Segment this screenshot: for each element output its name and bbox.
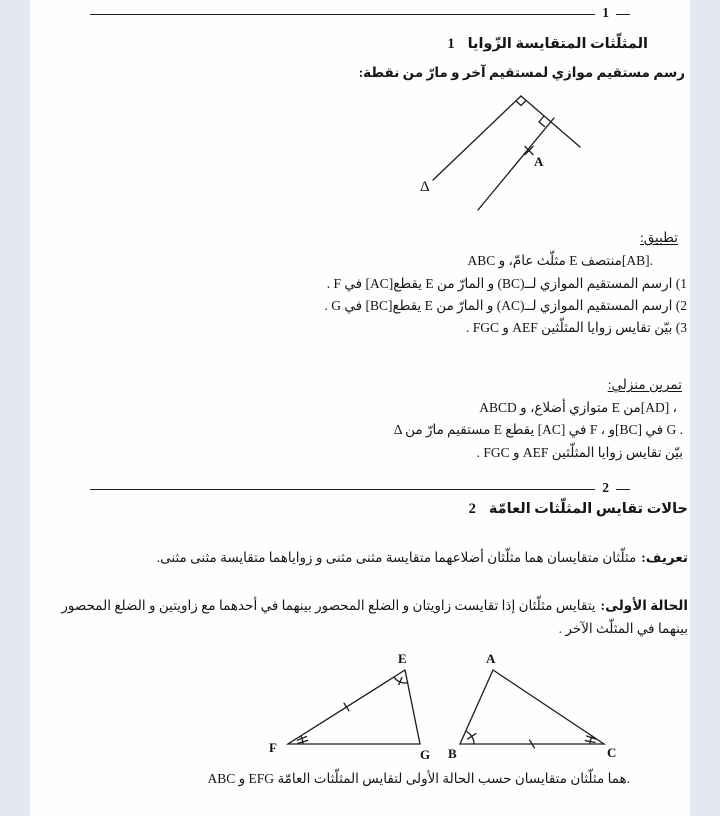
case1-paragraph-line1 (61, 597, 688, 615)
line-delta (433, 96, 521, 180)
case1-text: يتقايس مثلّثان إذا تقايست زاويتان و الضلع المحصور بينهما في أحدهما مع زاويتين و الضلع المحصور (61, 598, 596, 613)
divider-line (90, 14, 595, 15)
application-given: ABC مثلّث عامّ، و E منتصف[AB]. (467, 253, 653, 268)
application-title: تطبيق: (640, 230, 678, 245)
application-item-2: 2) ارسم المستقيم الموازي لــ(AC) و المارّ من E يقطع[BC] في G . (324, 298, 687, 313)
figure-parallel-construction (390, 86, 604, 226)
divider-dash (616, 489, 630, 490)
case1-label: الحالة الأولى: (600, 598, 688, 613)
divider-dash (616, 14, 630, 15)
definition-label: تعريف: (641, 550, 688, 565)
homework-line-1: ABCD متوازي أضلاع، و E من[AD] ، (479, 400, 677, 415)
definition-paragraph (157, 549, 688, 567)
application-item-1: 1) ارسم المستقيم الموازي لــ(BC) و المارّ من E يقطع[AC] في F . (326, 276, 687, 291)
construction-intro: رسم مستقيم موازي لمستقيم آخر و مارّ من نقطة: (358, 65, 685, 80)
section1-divider (90, 6, 630, 22)
vertex-B-label: B (448, 746, 457, 761)
angle-E-tick (399, 677, 402, 684)
divider-page-number: 2 (602, 480, 609, 495)
section2-number: 2 (468, 501, 476, 517)
vertex-G-label: G (420, 747, 431, 762)
angle-B-tick (468, 734, 476, 740)
point-A-label: A (534, 154, 544, 169)
definition-text: مثلّثان متقايسان هما مثلّثان أضلاعهما متقايسة مثنى مثنى و زواياهما متقايسة مثنى مثنى. (156, 550, 637, 565)
application-item-3: 3) بيّن تقايس زوايا المثلّثين AEF و FGC . (465, 320, 687, 335)
vertex-F-label: F (269, 740, 277, 755)
right-angle-mark-top (516, 101, 526, 106)
section2-divider (90, 481, 630, 497)
delta-line-label: Δ (420, 179, 430, 195)
section2-heading (469, 500, 688, 518)
homework-line-2: Δ مستقيم مارّ من E يقطع [AC] في F ، و[BC] في G . (393, 422, 683, 437)
section1-title: المثلّثات المتقايسة الزّوايا (467, 36, 648, 52)
figure-caption: ABC و EFG هما مثلّثان متقايسان حسب الحالة الأولى لتقايس المثلّثات العامّة. (207, 771, 630, 786)
document-page (30, 0, 690, 816)
vertex-A-label: A (486, 651, 496, 666)
vertex-E-label: E (398, 651, 407, 666)
divider-line (90, 489, 595, 490)
section1-number: 1 (447, 36, 455, 52)
case1-paragraph-line2: بينهما في المثلّث الآخر . (558, 621, 688, 636)
figure-congruent-triangles (265, 645, 625, 767)
divider-page-number: 1 (602, 5, 609, 20)
section1-heading (447, 35, 648, 53)
section2-title: حالات تقايس المثلّثات العامّة (488, 501, 688, 517)
homework-title: تمرين منزلي: (607, 377, 682, 392)
side-EF-tick (344, 703, 349, 711)
angle-C-double-tick (585, 741, 595, 743)
vertex-C-label: C (607, 745, 617, 760)
homework-line-3: بيّن تقايس زوايا المثلّثين AEF و FGC . (476, 445, 683, 460)
triangle-ABC (460, 670, 604, 744)
right-angle-mark-crossing (539, 116, 545, 127)
